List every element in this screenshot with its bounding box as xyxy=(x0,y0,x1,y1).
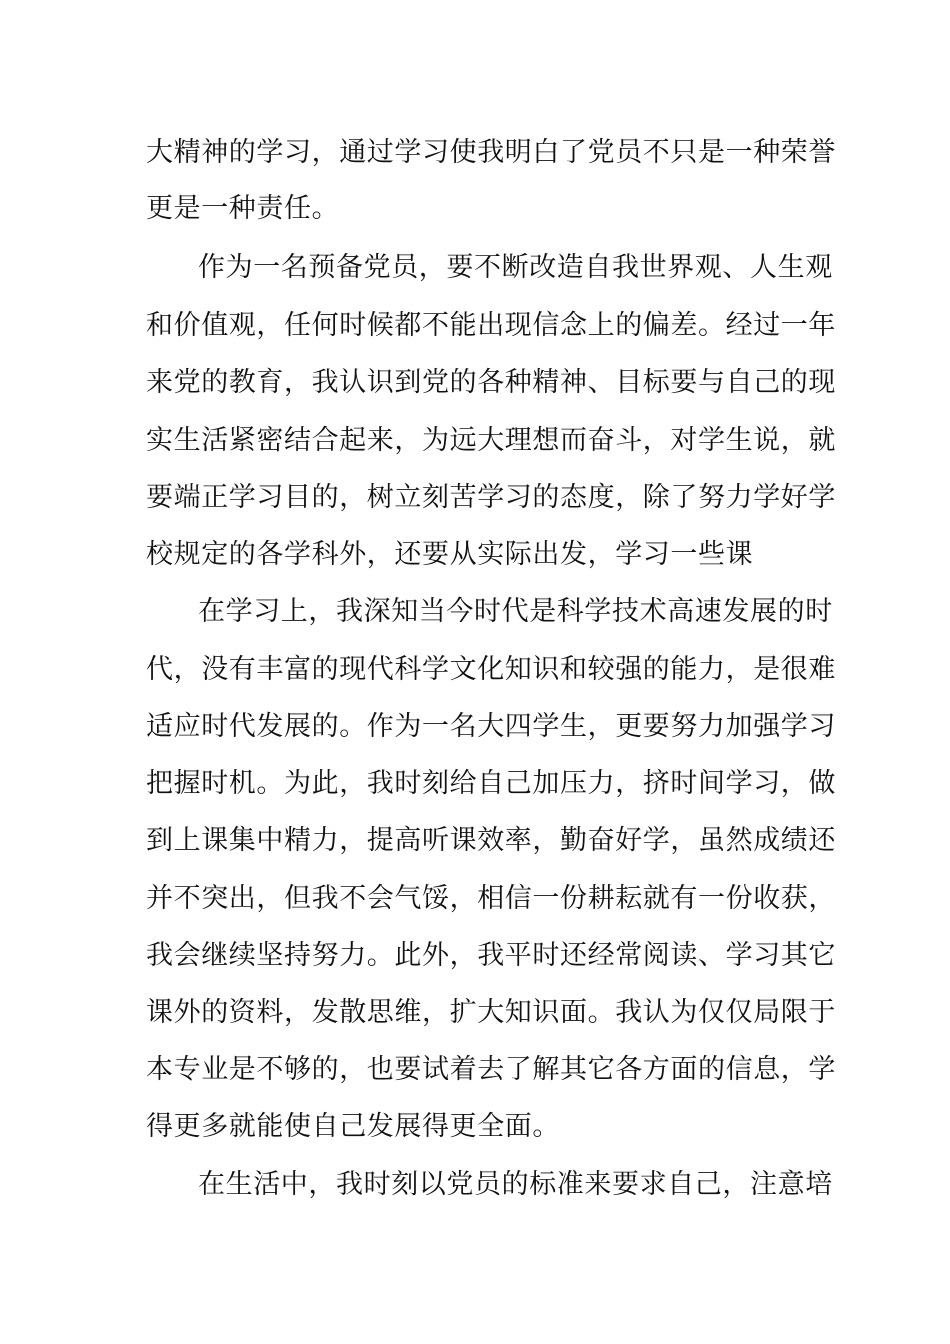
text-line: 课外的资料，发散思维，扩大知识面。我认为仅仅局限于 xyxy=(146,997,836,1028)
text-line: 更是一种责任。 xyxy=(146,193,340,224)
text-line: 要端正学习目的，树立刻苦学习的态度，除了努力学好学 xyxy=(146,482,836,513)
text-line: 并不突出，但我不会气馁，相信一份耕耘就有一份收获， xyxy=(146,883,836,914)
text-line: 到上课集中精力，提高听课效率，勤奋好学，虽然成绩还 xyxy=(146,825,836,856)
text-line: 代，没有丰富的现代科学文化知识和较强的能力，是很难 xyxy=(146,654,836,685)
text-line: 适应时代发展的。作为一名大四学生，更要努力加强学习 xyxy=(146,711,836,742)
paragraph-start-line: 在生活中，我时刻以党员的标准来要求自己，注意培 xyxy=(198,1169,833,1200)
text-line: 和价值观，任何时候都不能出现信念上的偏差。经过一年 xyxy=(146,310,836,341)
text-line: 校规定的各学科外，还要从实际出发，学习一些课 xyxy=(146,539,754,570)
text-line: 我会继续坚持努力。此外，我平时还经常阅读、学习其它 xyxy=(146,940,836,971)
text-line: 实生活紧密结合起来，为远大理想而奋斗，对学生说，就 xyxy=(146,425,836,456)
text-line: 把握时机。为此，我时刻给自己加压力，挤时间学习，做 xyxy=(146,768,836,799)
text-line: 本专业是不够的，也要试着去了解其它各方面的信息，学 xyxy=(146,1054,836,1085)
paragraph-start-line: 作为一名预备党员，要不断改造自我世界观、人生观 xyxy=(198,252,833,283)
text-line: 大精神的学习，通过学习使我明白了党员不只是一种荣誉 xyxy=(146,137,836,168)
text-line: 来党的教育，我认识到党的各种精神、目标要与自己的现 xyxy=(146,367,836,398)
text-line: 得更多就能使自己发展得更全面。 xyxy=(146,1111,560,1142)
paragraph-start-line: 在学习上，我深知当今时代是科学技术高速发展的时 xyxy=(198,596,833,627)
